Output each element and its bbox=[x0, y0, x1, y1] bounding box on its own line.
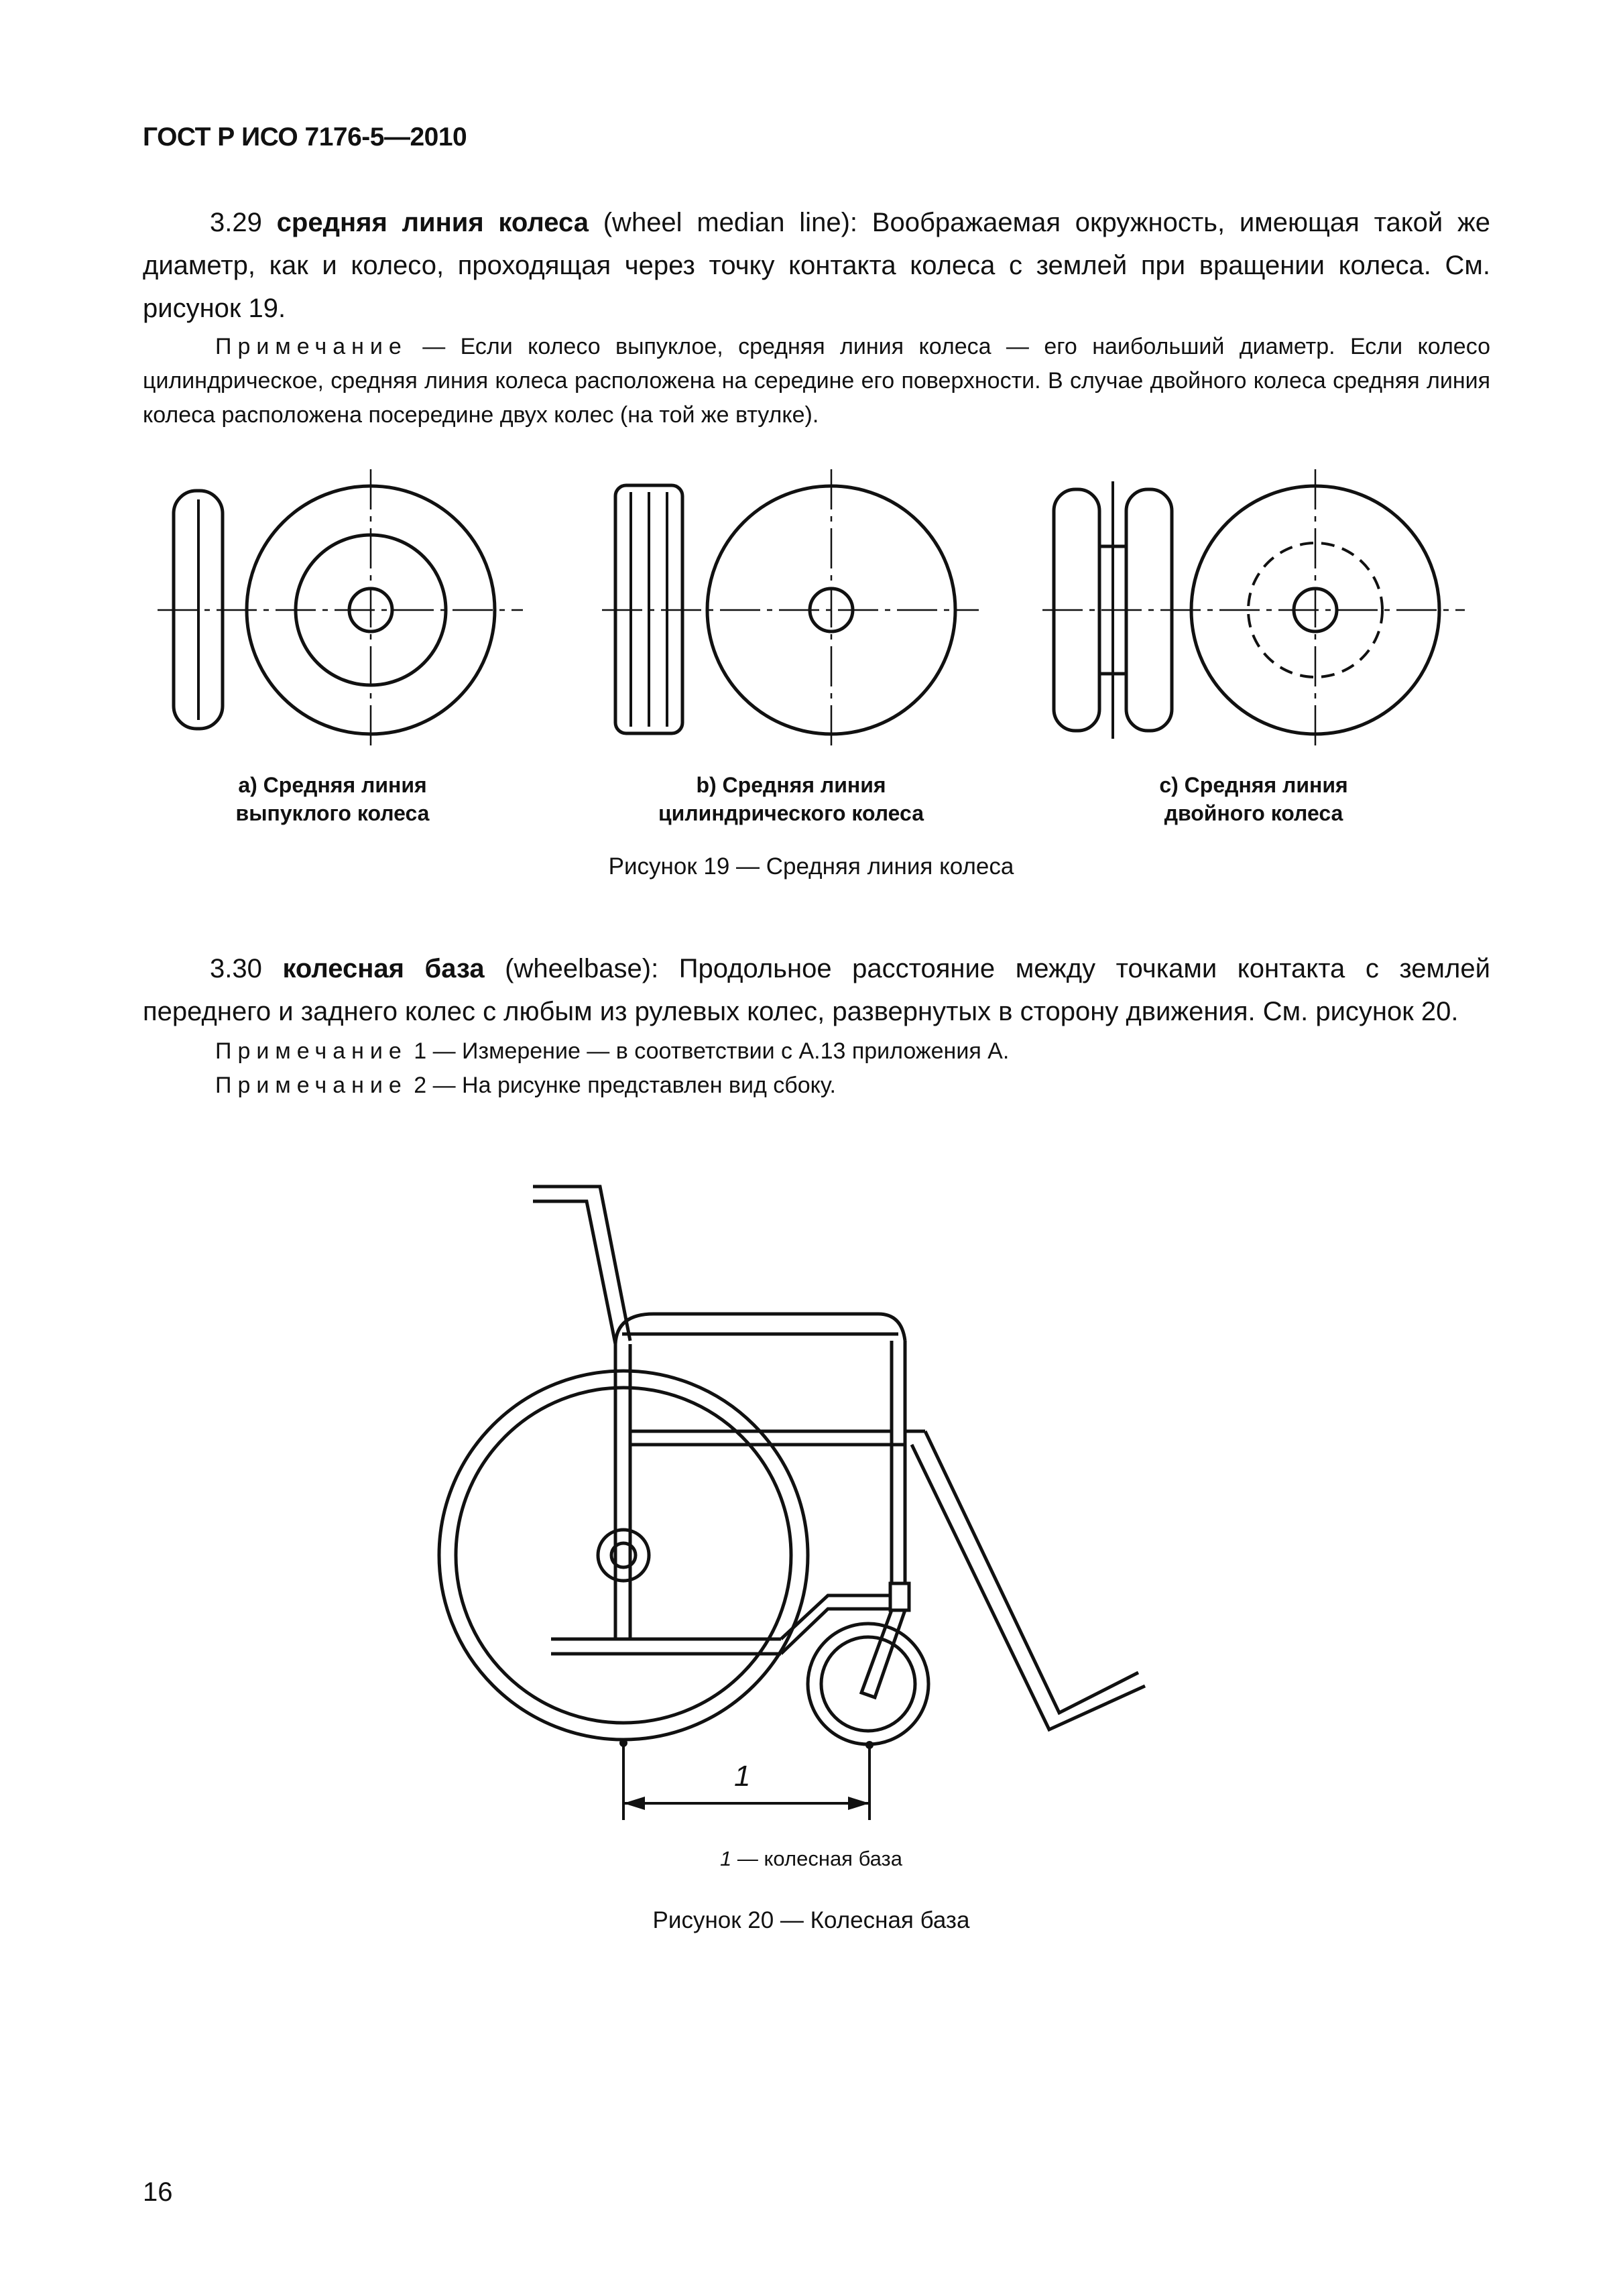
rear-wheel-rim bbox=[456, 1388, 791, 1723]
footrest-outer bbox=[925, 1431, 1138, 1713]
figure-20-title: Рисунок 20 — Колесная база bbox=[652, 1907, 970, 1933]
rear-wheel-hub bbox=[598, 1530, 649, 1581]
section-number: 3.29 bbox=[210, 208, 262, 237]
definition-body: (wheel median line): Воображаемая окружность, имеющая такой же диаметр, как и колесо, проходящая через точку контакта колеса с землей при вращении колеса. См. рисунок 19. bbox=[143, 208, 1491, 323]
document-header: ГОСТ Р ИСО 7176-5—2010 bbox=[143, 123, 467, 152]
push-handle-outer bbox=[533, 1187, 630, 1341]
legend-number: 1 bbox=[720, 1847, 732, 1870]
front-caster-tire bbox=[808, 1624, 928, 1744]
caption-b: b) Средняя линия цилиндрического колеса bbox=[658, 773, 924, 825]
caster-housing bbox=[890, 1583, 909, 1610]
rear-ground-contact-point bbox=[619, 1739, 627, 1747]
seat-top bbox=[615, 1314, 905, 1344]
legend-text: — колесная база bbox=[737, 1847, 902, 1870]
note-text: — Если колесо выпуклое, средняя линия колеса — его наибольший диаметр. Если колесо цилиндрическое, средняя линия колеса расположена на середине его поверхности. В случае двойного колеса средняя линия колеса расположена посередине двух колес (на той же втулке). bbox=[143, 334, 1490, 428]
caption-c: c) Средняя линия двойного колеса bbox=[1159, 773, 1348, 825]
rear-wheel-tire bbox=[439, 1371, 808, 1740]
front-caster-rim bbox=[821, 1637, 915, 1731]
note-label: Примечание bbox=[215, 1073, 408, 1098]
note-text: 2 — На рисунке представлен вид сбоку. bbox=[414, 1073, 836, 1098]
caption-a: a) Средняя линия выпуклого колеса bbox=[235, 773, 430, 825]
page-number: 16 bbox=[143, 2177, 173, 2207]
figure-20-legend bbox=[469, 1847, 1153, 1871]
push-handle-inner bbox=[533, 1201, 615, 1344]
term: средняя линия колеса bbox=[276, 208, 589, 237]
note-label: Примечание bbox=[215, 334, 408, 359]
arrow-right bbox=[848, 1797, 869, 1810]
arrow-left bbox=[623, 1797, 645, 1810]
front-ground-contact-point bbox=[865, 1741, 874, 1749]
note-label: Примечание bbox=[215, 1038, 408, 1064]
wheelbase-label: 1 bbox=[734, 1760, 751, 1793]
note-text: 1 — Измерение — в соответствии с А.13 приложения А. bbox=[414, 1038, 1010, 1064]
figure-19-title: Рисунок 19 — Средняя линия колеса bbox=[608, 853, 1014, 880]
definition-body: (wheelbase): Продольное расстояние между точками контакта с землей переднего и заднего колес с любым из рулевых колес, развернутых в сторону движения. См. рисунок 20. bbox=[143, 954, 1490, 1026]
term: колесная база bbox=[282, 954, 485, 983]
section-number: 3.30 bbox=[210, 954, 262, 983]
